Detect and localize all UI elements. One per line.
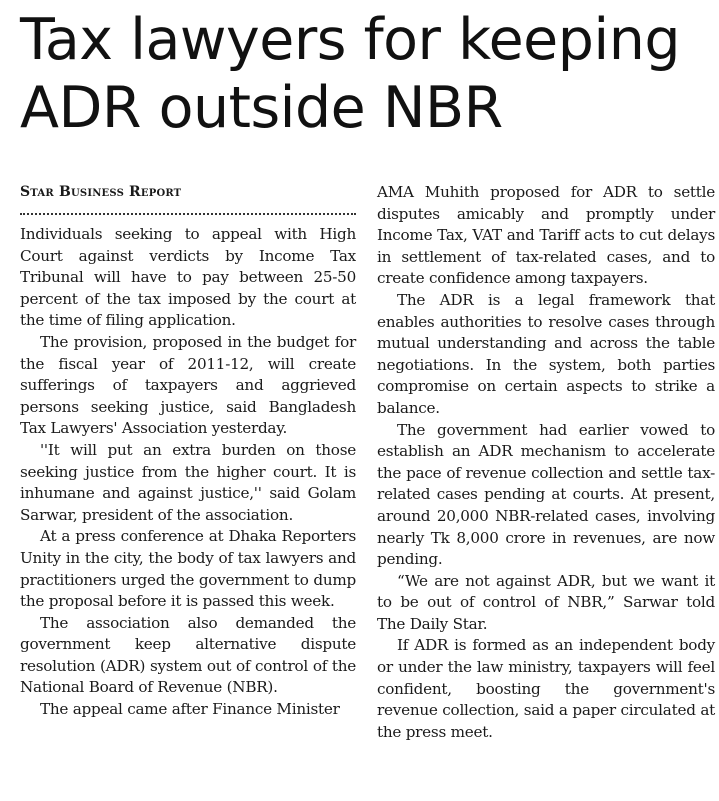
article-column-right bbox=[377, 182, 715, 743]
byline-divider bbox=[20, 203, 356, 215]
paragraph: The provision, proposed in the budget for the fiscal year of 2011-12, will create sufferings of taxpayers and aggrieved persons seeking justice, said Bangladesh Tax Lawyers' Association yesterday. bbox=[20, 332, 356, 438]
paragraph: If ADR is formed as an independent body or under the law ministry, taxpayers will feel confident, boosting the government's revenue collection, said a paper circulated at the press meet. bbox=[377, 636, 715, 741]
byline: Star Business Report bbox=[20, 184, 182, 200]
article-body bbox=[20, 182, 715, 743]
paragraph: The ADR is a legal framework that enables authorities to resolve cases through mutual understanding and across the table negotiations. In the system, both parties compromise on certain aspects to strike a balance. bbox=[377, 290, 715, 417]
headline bbox=[20, 6, 715, 142]
paragraph: The appeal came after Finance Minister bbox=[40, 700, 340, 719]
paragraph: “We are not against ADR, but we want it to be out of control of NBR,” Sarwar told The Daily Star. bbox=[377, 571, 715, 633]
paragraph: The association also demanded the government keep alternative dispute resolution (ADR) system out of control of the National Board of Revenue (NBR). bbox=[20, 613, 356, 697]
paragraph: AMA Muhith proposed for ADR to settle disputes amicably and promptly under Income Tax, VAT and Tariff acts to cut delays in settlement of tax-related cases, and to create confidence among taxpayers. bbox=[377, 183, 715, 288]
paragraph: Individuals seeking to appeal with High Court against verdicts by Income Tax Tribunal will have to pay between 25-50 percent of the tax imposed by the court at the time of filing application. bbox=[20, 225, 356, 330]
article-column-left bbox=[20, 182, 356, 743]
paragraph: At a press conference at Dhaka Reporters Unity in the city, the body of tax lawyers and practitioners urged the government to dump the proposal before it is passed this week. bbox=[20, 527, 356, 611]
paragraph: The government had earlier vowed to establish an ADR mechanism to accelerate the pace of revenue collection and settle tax-related cases pending at courts. At present, around 20,000 NBR-related cases, involving nearly Tk 8,000 crore in revenues, are now pending. bbox=[377, 420, 715, 569]
paragraph: ''It will put an extra burden on those seeking justice from the higher court. It is inhumane and against justice,'' said Golam Sarwar, president of the association. bbox=[20, 440, 356, 524]
headline-line-1: Tax lawyers for keeping bbox=[20, 7, 681, 73]
headline-line-2: ADR outside NBR bbox=[20, 75, 503, 141]
